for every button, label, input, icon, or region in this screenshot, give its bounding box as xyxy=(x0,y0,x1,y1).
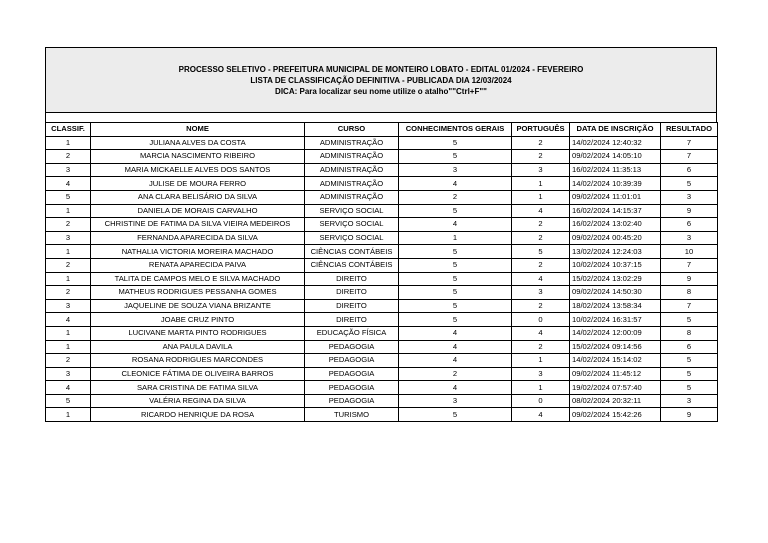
conhecimentos-gerais-cell: 5 xyxy=(399,204,512,218)
resultado-cell: 6 xyxy=(661,218,718,232)
nome-cell: JULISE DE MOURA FERRO xyxy=(91,177,305,191)
conhecimentos-gerais-cell: 1 xyxy=(399,231,512,245)
curso-cell: SERVIÇO SOCIAL xyxy=(305,231,399,245)
header-spacer xyxy=(45,113,717,122)
nome-cell: TALITA DE CAMPOS MELO E SILVA MACHADO xyxy=(91,272,305,286)
table-row xyxy=(46,190,718,204)
nome-cell: MATHEUS RODRIGUES PESSANHA GOMES xyxy=(91,286,305,300)
curso-cell: TURISMO xyxy=(305,408,399,422)
nome-cell: CHRISTINE DE FATIMA DA SILVA VIEIRA MEDEIROS xyxy=(91,218,305,232)
data-inscricao-cell: 09/02/2024 11:45:12 xyxy=(570,367,661,381)
table-row xyxy=(46,150,718,164)
portugues-cell: 2 xyxy=(512,218,570,232)
nome-cell: JAQUELINE DE SOUZA VIANA BRIZANTE xyxy=(91,299,305,313)
portugues-cell: 2 xyxy=(512,231,570,245)
data-inscricao-cell: 13/02/2024 12:24:03 xyxy=(570,245,661,259)
table-row xyxy=(46,163,718,177)
data-inscricao-cell: 16/02/2024 14:15:37 xyxy=(570,204,661,218)
resultado-cell: 9 xyxy=(661,408,718,422)
portugues-cell: 2 xyxy=(512,299,570,313)
table-header-row xyxy=(46,123,718,137)
portugues-cell: 0 xyxy=(512,394,570,408)
data-inscricao-cell: 14/02/2024 10:39:39 xyxy=(570,177,661,191)
curso-cell: ADMINISTRAÇÃO xyxy=(305,177,399,191)
conhecimentos-gerais-cell: 5 xyxy=(399,272,512,286)
conhecimentos-gerais-cell: 5 xyxy=(399,286,512,300)
classif-cell: 3 xyxy=(46,163,91,177)
curso-cell: PEDAGOGIA xyxy=(305,340,399,354)
nome-cell: JULIANA ALVES DA COSTA xyxy=(91,136,305,150)
column-header-nome: NOME xyxy=(91,123,305,137)
portugues-cell: 3 xyxy=(512,286,570,300)
resultado-cell: 7 xyxy=(661,150,718,164)
classification-table xyxy=(45,122,718,422)
classif-cell: 2 xyxy=(46,354,91,368)
classif-cell: 1 xyxy=(46,204,91,218)
classif-cell: 2 xyxy=(46,218,91,232)
curso-cell: DIREITO xyxy=(305,286,399,300)
portugues-cell: 4 xyxy=(512,204,570,218)
conhecimentos-gerais-cell: 3 xyxy=(399,394,512,408)
classif-cell: 1 xyxy=(46,245,91,259)
nome-cell: DANIELA DE MORAIS CARVALHO xyxy=(91,204,305,218)
classif-cell: 1 xyxy=(46,272,91,286)
resultado-cell: 5 xyxy=(661,313,718,327)
portugues-cell: 1 xyxy=(512,354,570,368)
table-row xyxy=(46,299,718,313)
curso-cell: DIREITO xyxy=(305,313,399,327)
nome-cell: MARIA MICKAELLE ALVES DOS SANTOS xyxy=(91,163,305,177)
portugues-cell: 0 xyxy=(512,313,570,327)
classif-cell: 3 xyxy=(46,367,91,381)
data-inscricao-cell: 09/02/2024 15:42:26 xyxy=(570,408,661,422)
curso-cell: EDUCAÇÃO FÍSICA xyxy=(305,326,399,340)
data-inscricao-cell: 15/02/2024 13:02:29 xyxy=(570,272,661,286)
nome-cell: SARA CRISTINA DE FATIMA SILVA xyxy=(91,381,305,395)
conhecimentos-gerais-cell: 4 xyxy=(399,340,512,354)
table-row xyxy=(46,326,718,340)
data-inscricao-cell: 15/02/2024 09:14:56 xyxy=(570,340,661,354)
data-inscricao-cell: 08/02/2024 20:32:11 xyxy=(570,394,661,408)
table-row xyxy=(46,354,718,368)
nome-cell: VALÉRIA REGINA DA SILVA xyxy=(91,394,305,408)
conhecimentos-gerais-cell: 4 xyxy=(399,177,512,191)
table-row xyxy=(46,204,718,218)
curso-cell: PEDAGOGIA xyxy=(305,381,399,395)
portugues-cell: 1 xyxy=(512,177,570,191)
header-tip: DICA: Para localizar seu nome utilize o atalho""Ctrl+F"" xyxy=(275,86,487,96)
portugues-cell: 3 xyxy=(512,163,570,177)
data-inscricao-cell: 14/02/2024 12:00:09 xyxy=(570,326,661,340)
portugues-cell: 1 xyxy=(512,190,570,204)
table-row xyxy=(46,258,718,272)
conhecimentos-gerais-cell: 5 xyxy=(399,408,512,422)
table-row xyxy=(46,272,718,286)
resultado-cell: 8 xyxy=(661,286,718,300)
conhecimentos-gerais-cell: 5 xyxy=(399,245,512,259)
classif-cell: 4 xyxy=(46,177,91,191)
header-subtitle: LISTA DE CLASSIFICAÇÃO DEFINITIVA - PUBLICADA DIA 12/03/2024 xyxy=(250,75,512,85)
curso-cell: PEDAGOGIA xyxy=(305,354,399,368)
nome-cell: LUCIVANE MARTA PINTO RODRIGUES xyxy=(91,326,305,340)
portugues-cell: 5 xyxy=(512,245,570,259)
data-inscricao-cell: 19/02/2024 07:57:40 xyxy=(570,381,661,395)
data-inscricao-cell: 09/02/2024 14:50:30 xyxy=(570,286,661,300)
nome-cell: ANA CLARA BELISÁRIO DA SILVA xyxy=(91,190,305,204)
resultado-cell: 3 xyxy=(661,394,718,408)
curso-cell: ADMINISTRAÇÃO xyxy=(305,190,399,204)
classif-cell: 2 xyxy=(46,258,91,272)
nome-cell: RENATA APARECIDA PAIVA xyxy=(91,258,305,272)
portugues-cell: 4 xyxy=(512,408,570,422)
curso-cell: DIREITO xyxy=(305,272,399,286)
classification-sheet xyxy=(45,47,717,422)
curso-cell: CIÊNCIAS CONTÁBEIS xyxy=(305,258,399,272)
resultado-cell: 5 xyxy=(661,367,718,381)
resultado-cell: 9 xyxy=(661,204,718,218)
document-header xyxy=(45,47,717,113)
resultado-cell: 6 xyxy=(661,163,718,177)
classif-cell: 5 xyxy=(46,394,91,408)
data-inscricao-cell: 14/02/2024 15:14:02 xyxy=(570,354,661,368)
data-inscricao-cell: 16/02/2024 13:02:40 xyxy=(570,218,661,232)
portugues-cell: 3 xyxy=(512,367,570,381)
data-inscricao-cell: 09/02/2024 00:45:20 xyxy=(570,231,661,245)
table-row xyxy=(46,394,718,408)
portugues-cell: 4 xyxy=(512,326,570,340)
resultado-cell: 5 xyxy=(661,177,718,191)
curso-cell: ADMINISTRAÇÃO xyxy=(305,136,399,150)
column-header-curso: CURSO xyxy=(305,123,399,137)
resultado-cell: 5 xyxy=(661,354,718,368)
curso-cell: ADMINISTRAÇÃO xyxy=(305,150,399,164)
data-inscricao-cell: 10/02/2024 10:37:15 xyxy=(570,258,661,272)
table-row xyxy=(46,381,718,395)
classif-cell: 1 xyxy=(46,408,91,422)
column-header-portugues: PORTUGUÊS xyxy=(512,123,570,137)
column-header-conhecimentos-gerais: CONHECIMENTOS GERAIS xyxy=(399,123,512,137)
nome-cell: NATHALIA VICTORIA MOREIRA MACHADO xyxy=(91,245,305,259)
nome-cell: ROSANA RODRIGUES MARCONDES xyxy=(91,354,305,368)
nome-cell: JOABE CRUZ PINTO xyxy=(91,313,305,327)
table-row xyxy=(46,313,718,327)
conhecimentos-gerais-cell: 4 xyxy=(399,326,512,340)
classif-cell: 3 xyxy=(46,231,91,245)
nome-cell: RICARDO HENRIQUE DA ROSA xyxy=(91,408,305,422)
curso-cell: DIREITO xyxy=(305,299,399,313)
table-row xyxy=(46,177,718,191)
data-inscricao-cell: 14/02/2024 12:40:32 xyxy=(570,136,661,150)
curso-cell: PEDAGOGIA xyxy=(305,394,399,408)
classif-cell: 3 xyxy=(46,299,91,313)
conhecimentos-gerais-cell: 3 xyxy=(399,163,512,177)
portugues-cell: 2 xyxy=(512,258,570,272)
conhecimentos-gerais-cell: 5 xyxy=(399,299,512,313)
classif-cell: 2 xyxy=(46,150,91,164)
resultado-cell: 3 xyxy=(661,190,718,204)
curso-cell: CIÊNCIAS CONTÁBEIS xyxy=(305,245,399,259)
curso-cell: PEDAGOGIA xyxy=(305,367,399,381)
data-inscricao-cell: 09/02/2024 11:01:01 xyxy=(570,190,661,204)
curso-cell: SERVIÇO SOCIAL xyxy=(305,218,399,232)
classif-cell: 5 xyxy=(46,190,91,204)
resultado-cell: 8 xyxy=(661,326,718,340)
nome-cell: MARCIA NASCIMENTO RIBEIRO xyxy=(91,150,305,164)
conhecimentos-gerais-cell: 5 xyxy=(399,258,512,272)
portugues-cell: 1 xyxy=(512,381,570,395)
conhecimentos-gerais-cell: 4 xyxy=(399,354,512,368)
column-header-resultado: RESULTADO xyxy=(661,123,718,137)
header-title: PROCESSO SELETIVO - PREFEITURA MUNICIPAL DE MONTEIRO LOBATO - EDITAL 01/2024 - FEVEREIRO xyxy=(178,64,584,74)
table-row xyxy=(46,136,718,150)
data-inscricao-cell: 10/02/2024 16:31:57 xyxy=(570,313,661,327)
resultado-cell: 7 xyxy=(661,136,718,150)
resultado-cell: 9 xyxy=(661,272,718,286)
table-row xyxy=(46,231,718,245)
conhecimentos-gerais-cell: 2 xyxy=(399,190,512,204)
conhecimentos-gerais-cell: 5 xyxy=(399,136,512,150)
table-body xyxy=(46,136,718,421)
resultado-cell: 7 xyxy=(661,299,718,313)
nome-cell: FERNANDA APARECIDA DA SILVA xyxy=(91,231,305,245)
portugues-cell: 2 xyxy=(512,340,570,354)
portugues-cell: 2 xyxy=(512,136,570,150)
portugues-cell: 2 xyxy=(512,150,570,164)
conhecimentos-gerais-cell: 5 xyxy=(399,313,512,327)
resultado-cell: 5 xyxy=(661,381,718,395)
classif-cell: 4 xyxy=(46,313,91,327)
table-row xyxy=(46,408,718,422)
table-row xyxy=(46,367,718,381)
resultado-cell: 10 xyxy=(661,245,718,259)
classif-cell: 1 xyxy=(46,326,91,340)
column-header-classif: CLASSIF. xyxy=(46,123,91,137)
conhecimentos-gerais-cell: 4 xyxy=(399,218,512,232)
data-inscricao-cell: 16/02/2024 11:35:13 xyxy=(570,163,661,177)
classif-cell: 1 xyxy=(46,340,91,354)
data-inscricao-cell: 09/02/2024 14:05:10 xyxy=(570,150,661,164)
nome-cell: CLEONICE FÁTIMA DE OLIVEIRA BARROS xyxy=(91,367,305,381)
curso-cell: ADMINISTRAÇÃO xyxy=(305,163,399,177)
classif-cell: 1 xyxy=(46,136,91,150)
classif-cell: 4 xyxy=(46,381,91,395)
resultado-cell: 7 xyxy=(661,258,718,272)
conhecimentos-gerais-cell: 2 xyxy=(399,367,512,381)
conhecimentos-gerais-cell: 5 xyxy=(399,150,512,164)
table-row xyxy=(46,218,718,232)
curso-cell: SERVIÇO SOCIAL xyxy=(305,204,399,218)
column-header-data-inscricao: DATA DE INSCRIÇÃO xyxy=(570,123,661,137)
resultado-cell: 3 xyxy=(661,231,718,245)
table-row xyxy=(46,245,718,259)
conhecimentos-gerais-cell: 4 xyxy=(399,381,512,395)
classif-cell: 2 xyxy=(46,286,91,300)
table-row xyxy=(46,340,718,354)
nome-cell: ANA PAULA DAVILA xyxy=(91,340,305,354)
table-row xyxy=(46,286,718,300)
data-inscricao-cell: 18/02/2024 13:58:34 xyxy=(570,299,661,313)
resultado-cell: 6 xyxy=(661,340,718,354)
portugues-cell: 4 xyxy=(512,272,570,286)
